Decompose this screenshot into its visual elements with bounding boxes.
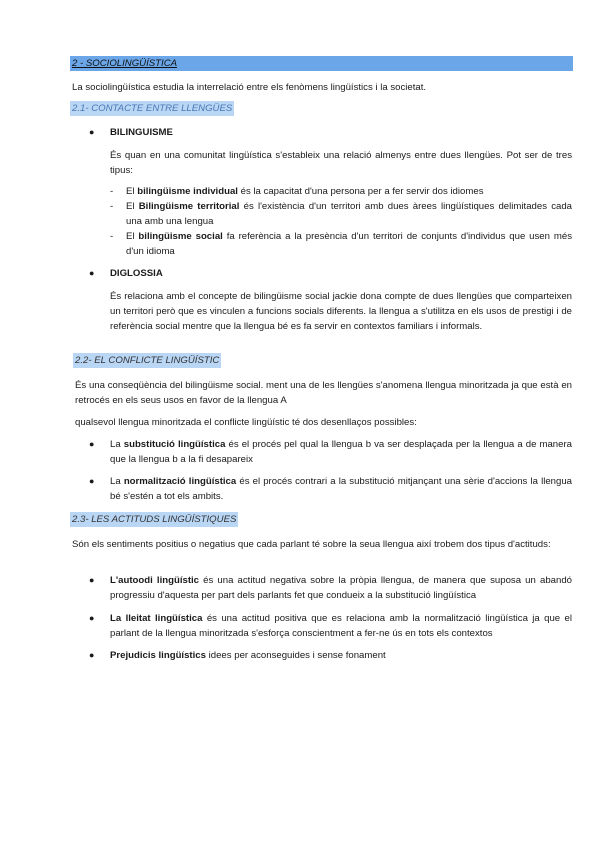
- conflicte-outcomes-intro: qualsevol llengua minoritzada el conflicte lingüístic té dos desenllaços possibles:: [75, 417, 417, 428]
- subsection-2-2-title: 2.2- EL CONFLICTE LINGÜÍSTIC: [75, 355, 220, 366]
- bilinguisme-heading: BILINGUISME: [110, 127, 173, 138]
- list-item: - El Bilingüisme territorial és l'existència d'un territori amb dues àrees lingüístiques delimitades cada una amb una lengua: [110, 201, 573, 227]
- diglossia-heading: DIGLOSSIA: [110, 268, 163, 279]
- autoodi-item: L'autoodi lingüístic és una actitud negativa sobre la pròpia llengua, de manera que suposa un abandó progressiu d'aquesta per part dels parlants fet que condueix a la substitució lingüística: [110, 575, 572, 601]
- substitucio-item: La substitució lingüística és el procés pel qual la llengua b va ser desplaçada per la llengua a de manera que la llengua b a la fi desapareix: [110, 439, 572, 465]
- subsection-2-2-heading: [73, 353, 221, 368]
- subsection-2-1-title: 2.1- CONTACTE ENTRE LLENGÜES: [72, 103, 233, 114]
- bullet-icon: ●: [89, 613, 95, 623]
- bullet-icon: ●: [89, 439, 95, 449]
- subsection-2-3-title: 2.3- LES ACTITUDS LINGÜÍSTIQUES: [72, 514, 237, 525]
- prejudicis-item: Prejudicis lingüístics idees per aconseguides i sense fonament: [110, 650, 386, 661]
- diglossia-paragraph: És relaciona amb el concepte de bilingüisme social jackie dona compte de dues llengües que comparteixen un territori però que es vinculen a funcions socials diferents. la llengua a s'utilitza en els usos de prestigi i de referència social mentre que la llengua bé es fa servir en contextos familiars i informals.: [110, 291, 572, 332]
- actituds-paragraph: Són els sentiments positius o negatius que cada parlant té sobre la seua llengua així trobem dos tipus d'actituds:: [72, 539, 551, 550]
- subsection-2-1-heading: [70, 101, 234, 116]
- lleialtat-item: La lleitat lingüística és una actitud positiva que es relaciona amb la normalització lingüística ja que el parlant de la llengua minoritzada s'esforça conscientment a fer-ne ús en tots els contextos: [110, 613, 572, 639]
- bullet-icon: ●: [89, 127, 95, 137]
- section-heading: 2 - SOCIOLINGÜÍSTICA: [70, 56, 573, 71]
- dash-marker: -: [110, 231, 114, 242]
- subsection-2-3-heading: [70, 512, 238, 527]
- normalitzacio-item: La normalització lingüística és el procés contrari a la substitució mitjançant una sèrie d'accions la llengua bé s'estén a tot els ambits.: [110, 476, 573, 502]
- bullet-icon: ●: [89, 268, 95, 278]
- bullet-icon: ●: [89, 575, 95, 585]
- conflicte-paragraph: És una conseqüència del bilingüisme social. ment una de les llengües s'anomena llengua minoritzada ja que està en retrocés en els seus usos en favor de la llengua A: [75, 380, 572, 406]
- bilinguisme-types-list: [110, 184, 572, 259]
- dash-marker: -: [110, 186, 114, 197]
- bullet-icon: ●: [89, 476, 95, 486]
- intro-paragraph: La sociolingüística estudia la interrelació entre els fenòmens lingüístics i la societat.: [72, 82, 427, 93]
- bullet-icon: ●: [89, 650, 95, 660]
- list-item: - El bilingüisme individual és la capacitat d'una persona per a fer servir dos idiomes: [110, 186, 484, 197]
- dash-marker: -: [110, 201, 114, 212]
- list-item: - El bilingüisme social fa referència a la presència d'un territori de conjunts d'individus que usen més d'un idioma: [110, 231, 572, 257]
- bilinguisme-paragraph: És quan en una comunitat lingüística s'estableix una relació almenys entre dues llengües. Pot ser de tres tipus:: [110, 150, 572, 176]
